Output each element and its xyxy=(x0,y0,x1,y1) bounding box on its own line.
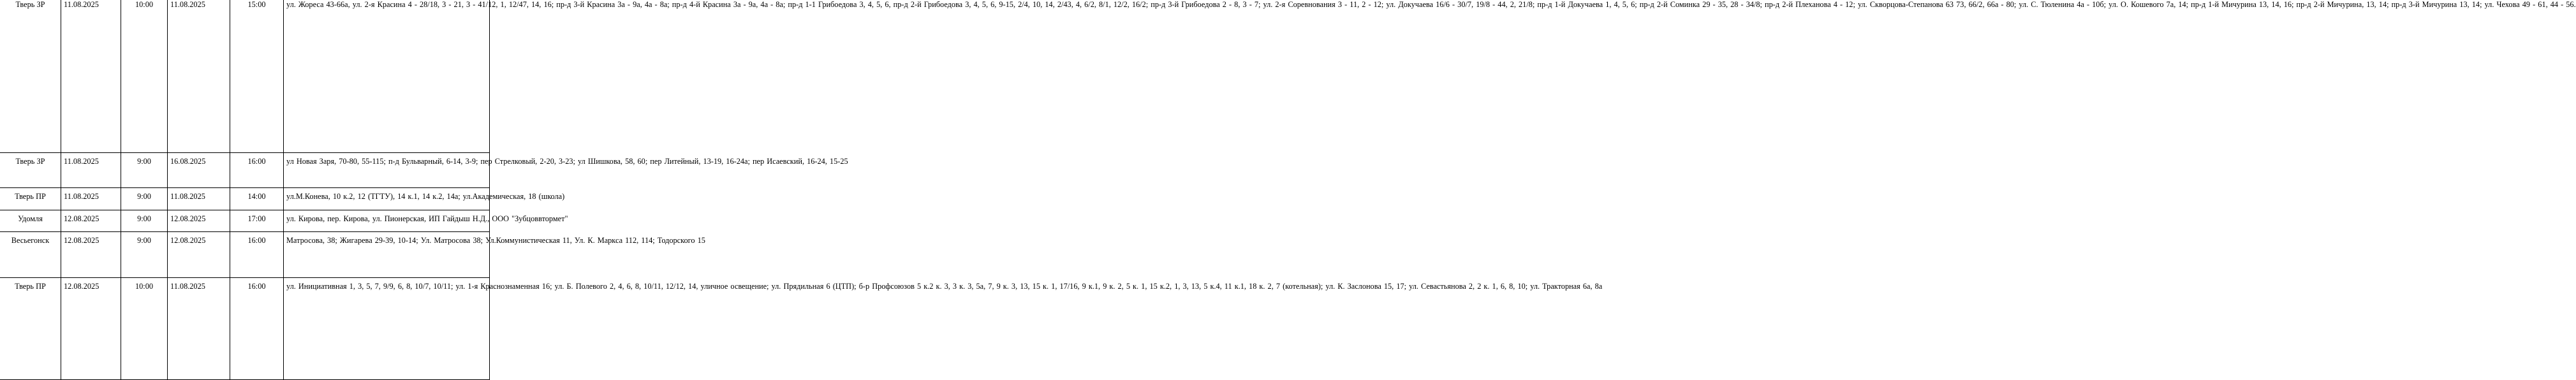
region-cell: Весьегонск xyxy=(0,232,61,278)
start-time-cell: 9:00 xyxy=(121,153,168,188)
table-row xyxy=(0,153,490,188)
start-date-cell: 11.08.2025 xyxy=(61,0,121,153)
region-cell: Тверь ПР xyxy=(0,278,61,380)
table-row xyxy=(0,188,490,210)
addresses-cell: ул Новая Заря, 70-80, 55-115; п-д Бульварный, 6-14, 3-9; пер Стрелковый, 2-20, 3-23; ул Шишкова, 58, 60; пер Литейный, 13-19, 16-24а; пер Исаевский, 16-24, 15-25 xyxy=(284,153,490,188)
end-time-cell: 15:00 xyxy=(230,0,284,153)
end-time-cell: 16:00 xyxy=(230,153,284,188)
table-row xyxy=(0,0,490,153)
region-cell: Удомля xyxy=(0,210,61,232)
end-date-cell: 11.08.2025 xyxy=(168,278,230,380)
table-row xyxy=(0,210,490,232)
addresses-cell: ул. Кирова, пер. Кирова, ул. Пионерская, ИП Гайдыш Н.Д., ООО "Зубцоввтормет" xyxy=(284,210,490,232)
end-date-cell: 12.08.2025 xyxy=(168,232,230,278)
addresses-cell: ул.М.Конева, 10 к.2, 12 (ТГТУ), 14 к.1, 14 к.2, 14а; ул.Академическая, 18 (школа) xyxy=(284,188,490,210)
region-cell: Тверь ЗР xyxy=(0,0,61,153)
end-date-cell: 11.08.2025 xyxy=(168,188,230,210)
region-cell: Тверь ПР xyxy=(0,188,61,210)
start-date-cell: 11.08.2025 xyxy=(61,188,121,210)
addresses-cell: ул. Жореса 43-66а, ул. 2-я Красина 4 - 28/18, 3 - 21, 3 - 41/12, 1, 12/47, 14, 16; пр-д 3-й Красина 3а - 9а, 4а - 8а; пр-д 4-й Красина 3а - 9а, 4а - 8а; пр-д 1-1 Грибоедова 3, 4, 5, 6, пр-д 2-й Грибоедова 3, 4, 5, 6, 9-15, 2/4, 10, 14, 2/43, 4, 6/2, 8/1, 12/2, 16/2; пр-д 3-й Грибоедова 2 - 8, 3 - 7; ул. 2-я Соревнования 3 - 11, 2 - 12; ул. Докучаева 16/6 - 30/7, 19/8 - 44, 2, 21/8; пр-д 1-й Докучаева 1, 4, 5, 6; пр-д 2-й Соминка 29 - 35, 28 - 34/8; пр-д 2-й Плеханова 4 - 12; ул. Скворцова-Степанова 63 73, 66/2, 66а - 80; ул. С. Тюленина 4а - 10б; ул. О. Кошевого 7а, 14; пр-д 1-й Мичурина 13, 14, 16; пр-д 2-й Мичурина, 13, 14; пр-д 3-й Мичурина 13, 14; ул. Чехова 49 - 61, 44 - 56. xyxy=(284,0,490,153)
start-date-cell: 12.08.2025 xyxy=(61,232,121,278)
end-time-cell: 16:00 xyxy=(230,278,284,380)
addresses-cell: ул. Инициативная 1, 3, 5, 7, 9/9, 6, 8, 10/7, 10/11; ул. 1-я Краснознаменная 16; ул. Б. Полевого 2, 4, 6, 8, 10/11, 12/12, 14, уличное освещение; ул. Прядильная 6 (ЦТП); б-р Профсоюзов 5 к.2 к. 3, 3 к. 3, 5а, 7, 9 к. 3, 13, 15 к. 1, 17/16, 9 к.1, 9 к. 2, 5 к. 1, 15 к.2, 1, 3, 13, 5 к.4, 11 к.1, 18 к. 2, 7 (котельная); ул. К. Заслонова 15, 17; ул. Севастьянова 2, 2 к. 1, 6, 8, 10; ул. Тракторная 6а, 8а xyxy=(284,278,490,380)
start-time-cell: 9:00 xyxy=(121,210,168,232)
start-date-cell: 12.08.2025 xyxy=(61,278,121,380)
end-date-cell: 11.08.2025 xyxy=(168,0,230,153)
region-cell: Тверь ЗР xyxy=(0,153,61,188)
table-row xyxy=(0,278,490,380)
end-date-cell: 12.08.2025 xyxy=(168,210,230,232)
addresses-cell: Матросова, 38; Жигарева 29-39, 10-14; Ул. Матросова 38; Ул.Коммунистическая 11, Ул. К. Маркса 112, 114; Тодорского 15 xyxy=(284,232,490,278)
end-time-cell: 17:00 xyxy=(230,210,284,232)
start-time-cell: 10:00 xyxy=(121,0,168,153)
end-time-cell: 16:00 xyxy=(230,232,284,278)
table-row xyxy=(0,232,490,278)
start-time-cell: 9:00 xyxy=(121,188,168,210)
start-date-cell: 12.08.2025 xyxy=(61,210,121,232)
start-time-cell: 9:00 xyxy=(121,232,168,278)
start-date-cell: 11.08.2025 xyxy=(61,153,121,188)
start-time-cell: 10:00 xyxy=(121,278,168,380)
end-time-cell: 14:00 xyxy=(230,188,284,210)
end-date-cell: 16.08.2025 xyxy=(168,153,230,188)
